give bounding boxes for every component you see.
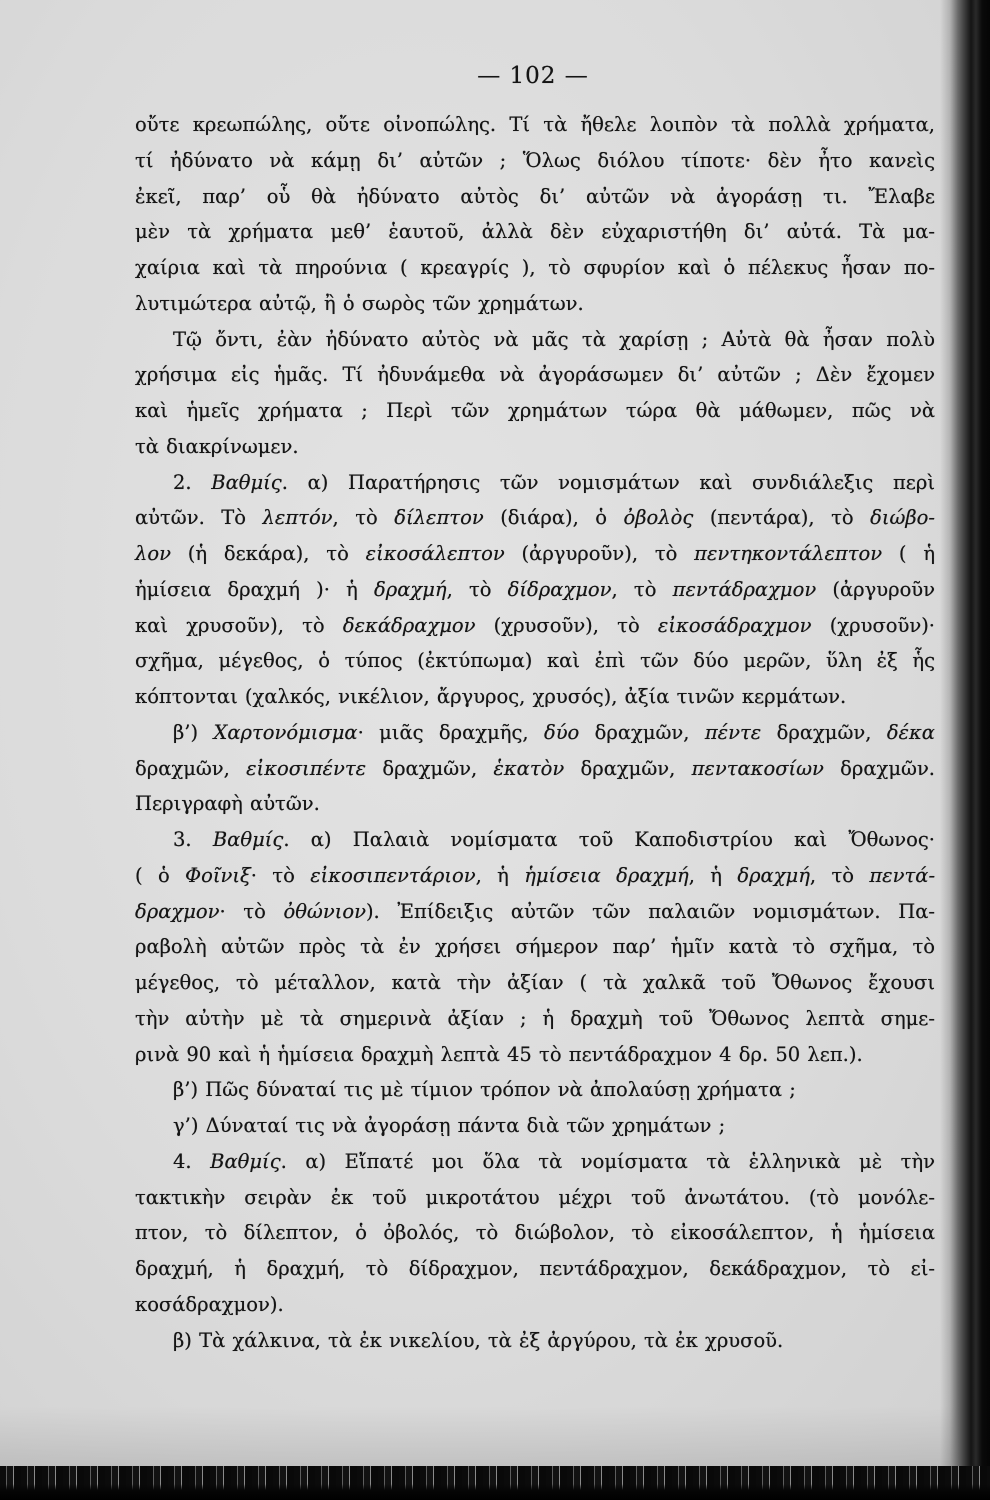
emphasis-term: Χαρτονόμισμα xyxy=(213,720,358,744)
emphasis-term: δύο xyxy=(543,720,580,744)
paragraph-question-b xyxy=(135,1072,935,1108)
text-line xyxy=(135,894,935,930)
text-segment: (χρυσοῦν), τὸ xyxy=(475,613,658,637)
emphasis-term: ἑκατὸν xyxy=(493,756,565,780)
text-segment: (πεντάρα), τὸ xyxy=(693,506,871,530)
text-line: τὴν αὐτὴν μὲ τὰ σημερινὰ ἀξίαν ; ἡ δραχμὴ τοῦ Ὄθωνος λεπτὰ σημε- xyxy=(135,1006,935,1030)
paragraph xyxy=(135,107,935,322)
text-segment: ). Ἐπίδειξις αὐτῶν τῶν παλαιῶν νομισμάτων. Πα- xyxy=(365,899,935,923)
emphasis-term: δίλεπτον xyxy=(394,506,484,530)
text-segment: β’) xyxy=(173,720,214,744)
paragraph-paper-money xyxy=(135,715,935,822)
paragraph-item-b xyxy=(135,1323,935,1359)
page-bottom-edge xyxy=(0,1466,990,1500)
text-line: μέγεθος, τὸ μέταλλον, κατὰ τὴν ἀξίαν ( τὰ χαλκᾶ τοῦ Ὄθωνος ἔχουσι xyxy=(135,971,935,994)
emphasis-term: Φοῖνιξ xyxy=(185,863,251,887)
paragraph-grade-4 xyxy=(135,1144,935,1323)
text-line: τὰ διακρίνωμεν. xyxy=(135,434,299,458)
text-segment: 4. xyxy=(173,1149,211,1173)
text-segment: ( ἡ xyxy=(882,542,936,565)
text-segment: καὶ χρυσοῦν), τὸ xyxy=(135,613,343,637)
text-segment: (ἀργυροῦν), τὸ xyxy=(504,542,695,565)
text-line: κόπτονται (χαλκός, νικέλιον, ἄργυρος, χρυσός), ἀξία τινῶν κερμάτων. xyxy=(135,685,847,708)
text-segment: · τὸ xyxy=(250,863,311,887)
emphasis-term: Βαθμίς xyxy=(212,828,284,851)
text-line: χρήσιμα εἰς ἡμᾶς. Τί ἠδυνάμεθα νὰ ἀγοράσωμεν δι’ αὐτῶν ; Δὲν ἔχομεν xyxy=(135,363,935,387)
text-segment: . α) Παλαιὰ νομίσματα τοῦ Καποδιστρίου καὶ Ὄθωνος· xyxy=(283,828,935,851)
paragraph-question-c xyxy=(135,1108,935,1144)
text-segment: , τὸ xyxy=(332,506,395,530)
body-text xyxy=(135,107,935,1358)
emphasis-term: διώβο- xyxy=(870,506,936,530)
page-binding-shadow xyxy=(940,0,990,1500)
text-line: β) Τὰ χάλκινα, τὰ ἐκ νικελίου, τὰ ἐξ ἀργύρου, τὰ ἐκ χρυσοῦ. xyxy=(173,1328,784,1352)
text-line xyxy=(135,751,935,787)
paragraph xyxy=(135,322,935,465)
emphasis-term: πέντε xyxy=(704,720,762,744)
text-segment: , τὸ xyxy=(446,577,508,601)
emphasis-term: πεντακοσίων xyxy=(691,756,824,780)
text-segment: δραχμῶν, xyxy=(135,756,247,780)
text-line xyxy=(135,822,935,858)
text-segment: δραχμῶν, xyxy=(761,720,887,744)
text-segment: , ἡ xyxy=(475,863,525,887)
emphasis-term: δέκα xyxy=(886,720,935,744)
text-line xyxy=(135,572,935,608)
text-segment: . α) Εἴπατέ μοι ὅλα τὰ νομίσματα τὰ ἑλληνικὰ μὲ τὴν xyxy=(280,1149,936,1173)
emphasis-term: Βαθμίς xyxy=(210,1149,281,1173)
emphasis-term: Βαθμίς xyxy=(211,470,282,494)
text-line: τί ἠδύνατο νὰ κάμῃ δι’ αὐτῶν ; Ὅλως διόλου τίποτε· δὲν ἦτο κανεὶς xyxy=(135,148,935,172)
emphasis-term: ὀθώνιον xyxy=(283,899,366,923)
text-segment: (ἡ δεκάρα), τὸ xyxy=(170,542,366,565)
text-line: δραχμή, ἡ δραχμή, τὸ δίδραχμον, πεντάδραχμον, δεκάδραχμον, τὸ εἰ- xyxy=(135,1257,935,1280)
text-line: ἐκεῖ, παρ’ οὗ θὰ ἠδύνατο αὐτὸς δι’ αὐτῶν νὰ ἀγοράσῃ τι. Ἔλαβε xyxy=(135,184,935,208)
page-number-header: — 102 — xyxy=(477,63,589,89)
text-segment: δραχμῶν. xyxy=(823,756,936,780)
text-line: χαίρια καὶ τὰ πηρούνια ( κρεαγρίς ), τὸ σφυρίον καὶ ὁ πέλεκυς ἦσαν πο- xyxy=(135,256,935,279)
text-line: πτον, τὸ δίλεπτον, ὁ ὀβολός, τὸ διώβολον, τὸ εἰκοσάλεπτον, ἡ ἡμίσεια xyxy=(135,1221,935,1245)
text-line xyxy=(135,858,935,894)
text-segment: αὐτῶν. Τὸ xyxy=(135,506,263,530)
emphasis-term: δραχμή xyxy=(374,577,447,601)
text-line xyxy=(135,1144,935,1180)
text-segment: · τὸ xyxy=(219,899,284,923)
text-segment: δραχμῶν, xyxy=(579,720,705,744)
emphasis-term: πεντάδραχμον xyxy=(672,577,817,601)
text-line: οὔτε κρεωπώλης, οὔτε οἰνοπώλης. Τί τὰ ἤθελε λοιπὸν τὰ πολλὰ χρήματα, xyxy=(135,113,935,136)
text-line: κοσάδραχμον). xyxy=(135,1292,284,1316)
text-line xyxy=(135,715,935,751)
emphasis-term: εἰκοσάδραχμον xyxy=(657,613,812,637)
emphasis-term: πεντά- xyxy=(869,863,936,887)
text-line xyxy=(135,465,935,501)
text-line: καὶ ἡμεῖς χρήματα ; Περὶ τῶν χρημάτων τώρα θὰ μάθωμεν, πῶς νὰ xyxy=(135,399,935,422)
emphasis-term: δίδραχμον xyxy=(507,577,612,601)
emphasis-term: ὀβολὸς xyxy=(623,506,694,530)
text-segment: 2. xyxy=(173,470,212,494)
text-segment: (χρυσοῦν)· xyxy=(811,613,936,637)
text-segment: , τὸ xyxy=(611,577,673,601)
text-segment: ἡμίσεια δραχμή )· ἡ xyxy=(135,577,375,601)
text-segment: δραχμῶν, xyxy=(366,756,494,780)
emphasis-term: δραχμή xyxy=(737,863,810,887)
text-line xyxy=(135,608,935,644)
emphasis-term: λεπτόν xyxy=(262,506,333,530)
text-segment: , τὸ xyxy=(809,863,870,887)
text-segment: 3. xyxy=(173,828,213,851)
paragraph-grade-2 xyxy=(135,465,935,715)
emphasis-term: ἡμίσεια δραχμή xyxy=(524,863,689,887)
text-line xyxy=(135,536,935,572)
text-segment: ( ὁ xyxy=(135,863,186,887)
text-segment: δραχμῶν, xyxy=(564,756,692,780)
text-segment: . α) Παρατήρησις τῶν νομισμάτων καὶ συνδιάλεξις περὶ xyxy=(281,470,935,494)
text-line: μὲν τὰ χρήματα μεθ’ ἑαυτοῦ, ἀλλὰ δὲν εὐχαριστήθη δι’ αὐτά. Τὰ μα- xyxy=(135,220,935,244)
text-line xyxy=(135,500,935,536)
text-line: σχῆμα, μέγεθος, ὁ τύπος (ἐκτύπωμα) καὶ ἐπὶ τῶν δύο μερῶν, ὕλη ἐξ ἧς xyxy=(135,649,935,673)
emphasis-term: λον xyxy=(135,542,171,565)
text-segment: (ἀργυροῦν xyxy=(816,577,936,601)
text-segment: (διάρα), ὁ xyxy=(483,506,624,530)
emphasis-term: εἰκοσιπέντε xyxy=(246,756,367,780)
page-bottom-shading xyxy=(0,1406,990,1466)
text-line: Τῷ ὄντι, ἐὰν ἠδύνατο αὐτὸς νὰ μᾶς τὰ χαρίσῃ ; Αὐτὰ θὰ ἦσαν πολὺ xyxy=(173,327,935,351)
emphasis-term: δεκάδραχμον xyxy=(342,613,476,637)
paragraph-grade-3 xyxy=(135,822,935,1072)
emphasis-term: πεντηκοντάλεπτον xyxy=(694,542,883,565)
text-line: γ’) Δύναταί τις νὰ ἀγοράσῃ πάντα διὰ τῶν χρημάτων ; xyxy=(173,1114,726,1137)
text-line: ρινὰ 90 καὶ ἡ ἡμίσεια δραχμὴ λεπτὰ 45 τὸ πεντάδραχμον 4 δρ. 50 λεπ.). xyxy=(135,1042,863,1066)
text-line: λυτιμώτερα αὐτῷ, ἢ ὁ σωρὸς τῶν χρημάτων. xyxy=(135,291,584,315)
text-line: τακτικὴν σειρὰν ἐκ τοῦ μικροτάτου μέχρι τοῦ ἀνωτάτου. (τὸ μονόλε- xyxy=(135,1185,935,1209)
text-line: β’) Πῶς δύναταί τις μὲ τίμιον τρόπον νὰ ἀπολαύσῃ χρήματα ; xyxy=(173,1078,796,1102)
emphasis-term: δραχμον xyxy=(135,899,220,923)
text-line: Περιγραφὴ αὐτῶν. xyxy=(135,792,320,816)
text-segment: , ἡ xyxy=(688,863,738,887)
emphasis-term: εἰκοσιπεντάριον xyxy=(310,863,476,887)
emphasis-term: εἰκοσάλεπτον xyxy=(365,542,505,565)
text-line: ραβολὴ αὐτῶν πρὸς τὰ ἐν χρήσει σήμερον παρ’ ἡμῖν κατὰ τὸ σχῆμα, τὸ xyxy=(135,935,935,959)
text-segment: · μιᾶς δραχμῆς, xyxy=(357,720,544,744)
